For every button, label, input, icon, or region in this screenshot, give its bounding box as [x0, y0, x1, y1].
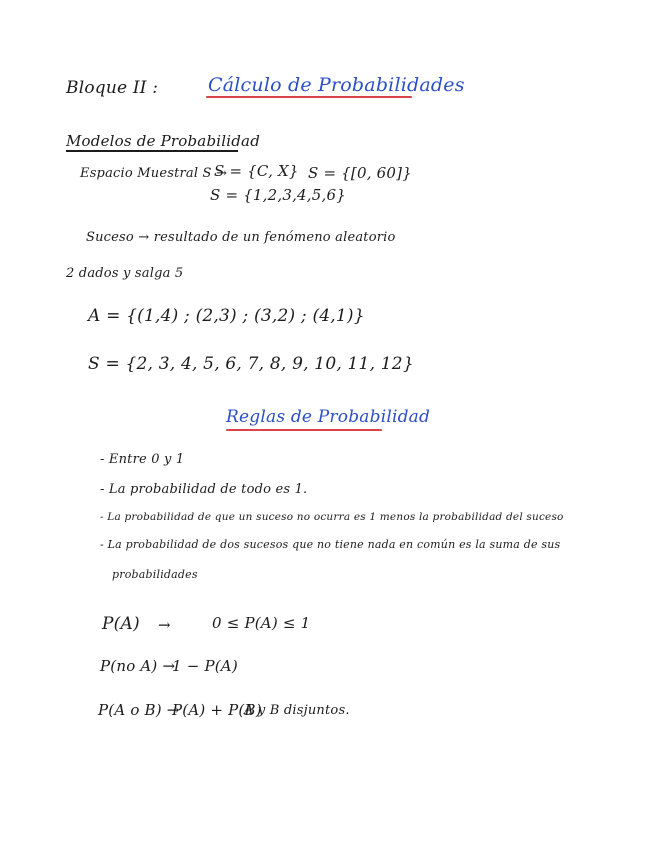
rule-item-4: - La probabilidad de dos sucesos que no tiene nada en común es la suma de sus — [100, 538, 561, 551]
event-a-set: A = {(1,4) ; (2,3) ; (3,2) ; (4,1)} — [88, 306, 365, 326]
rule-item-1: - Entre 0 y 1 — [100, 452, 185, 467]
coin-sample-space: S = {C, X} — [214, 162, 299, 180]
formula-pnoa-value: 1 − P(A) — [172, 657, 238, 675]
formula-pa-arrow: → — [158, 616, 171, 634]
dados-intro: 2 dados y salga 5 — [66, 266, 184, 281]
rule-item-3: - La probabilidad de que un suceso no ocurra es 1 menos la probabilidad del suceso — [100, 511, 564, 523]
espacio-muestral-label: Espacio Muestral S → — [80, 166, 228, 181]
modelos-heading: Modelos de Probabilidad — [66, 132, 260, 150]
interval-sample-space: S = {[0, 60]} — [308, 164, 412, 182]
rule-item-4-continuation: probabilidades — [112, 568, 198, 581]
page-title: Cálculo de Probabilidades — [208, 74, 465, 96]
formula-pnoa: P(no A) → — [100, 657, 176, 675]
formula-pa: P(A) — [102, 614, 140, 634]
sum-sample-space: S = {2, 3, 4, 5, 6, 7, 8, 9, 10, 11, 12} — [88, 354, 414, 374]
suceso-definition: Suceso → resultado de un fenómeno aleatorio — [86, 230, 396, 245]
title-underline — [206, 96, 412, 98]
formula-paob: P(A o B) → — [98, 701, 180, 719]
bloque-label: Bloque II : — [66, 78, 159, 98]
formula-paob-note: A y B disjuntos. — [244, 703, 350, 718]
reglas-heading: Reglas de Probabilidad — [226, 407, 431, 427]
modelos-underline — [66, 150, 238, 152]
reglas-underline — [226, 429, 382, 431]
formula-paob-value: P(A) + P(B) — [172, 701, 262, 719]
rule-item-2: - La probabilidad de todo es 1. — [100, 482, 308, 497]
formula-pa-range: 0 ≤ P(A) ≤ 1 — [212, 614, 311, 632]
die-sample-space: S = {1,2,3,4,5,6} — [210, 186, 346, 204]
